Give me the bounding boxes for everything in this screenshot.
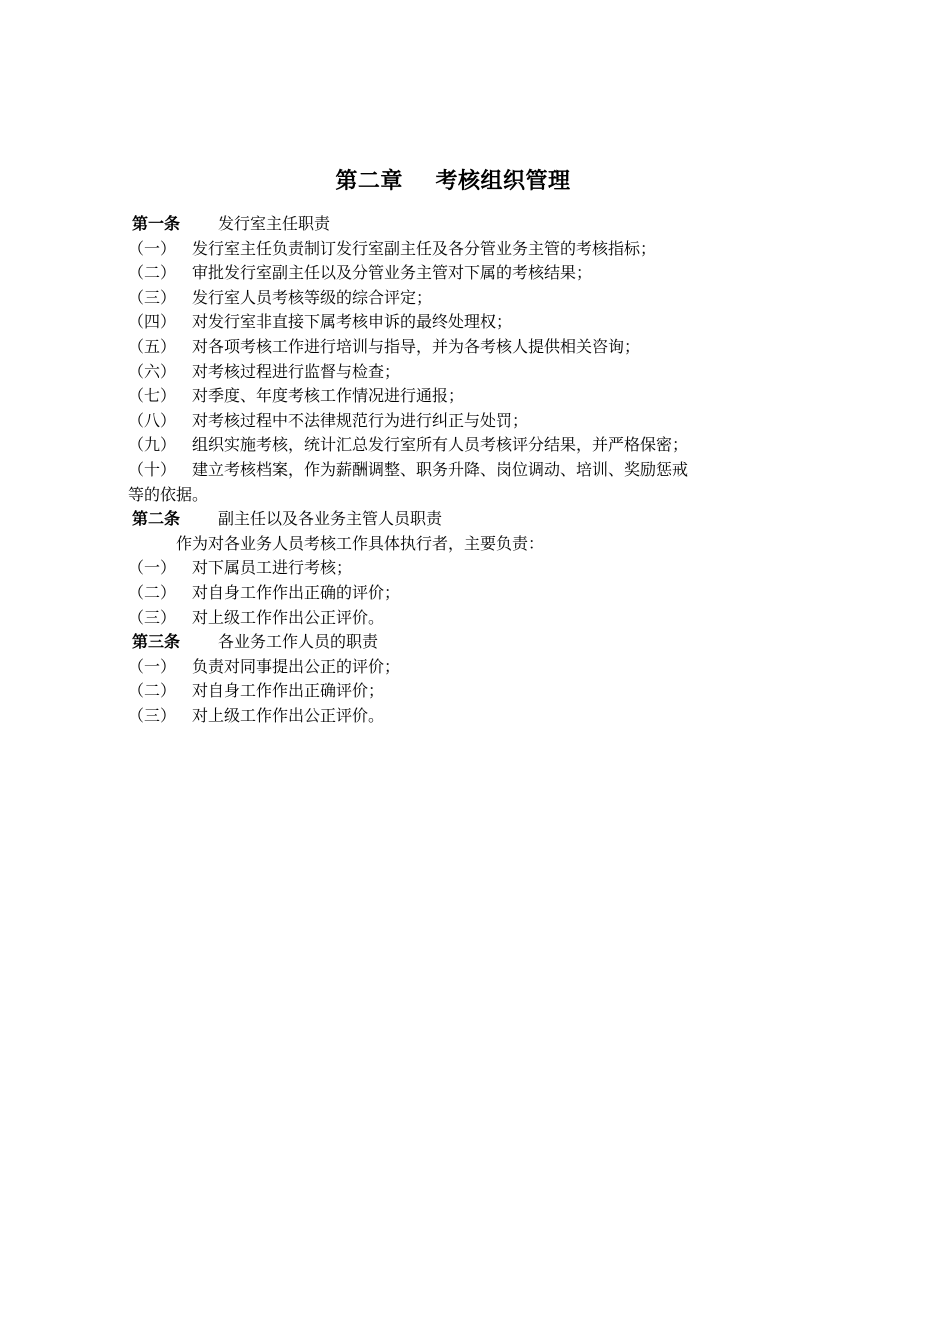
item-text: 对考核过程中不法律规范行为进行纠正与处罚； bbox=[192, 410, 529, 430]
item-continuation: 等的依据。 bbox=[128, 484, 209, 504]
item-text: 对上级工作作出公正评价。 bbox=[192, 705, 385, 725]
item-text: 审批发行室副主任以及分管业务主管对下属的考核结果； bbox=[192, 263, 593, 283]
list-item bbox=[128, 606, 808, 631]
list-item bbox=[128, 679, 808, 704]
item-text: 对发行室非直接下属考核申诉的最终处理权； bbox=[192, 312, 513, 332]
item-text: 建立考核档案，作为薪酬调整、职务升降、岗位调动、培训、奖励惩戒 bbox=[192, 459, 689, 479]
article-heading bbox=[128, 507, 808, 532]
list-item bbox=[128, 335, 808, 360]
item-text: 组织实施考核，统计汇总发行室所有人员考核评分结果，并严格保密； bbox=[192, 435, 689, 455]
article-heading bbox=[128, 630, 808, 655]
article-title: 发行室主任职责 bbox=[218, 214, 331, 233]
item-number: （一） bbox=[128, 558, 177, 578]
article-number: 第三条 bbox=[132, 632, 181, 652]
list-item bbox=[128, 581, 808, 606]
item-text: 对考核过程进行监督与检查； bbox=[192, 361, 401, 381]
list-item bbox=[128, 384, 808, 409]
item-text: 对自身工作作出正确的评价； bbox=[192, 582, 401, 602]
item-number: （七） bbox=[128, 386, 177, 406]
item-number: （四） bbox=[128, 312, 177, 332]
item-number: （三） bbox=[128, 607, 177, 627]
item-number: （一） bbox=[128, 238, 177, 258]
article-title: 各业务工作人员的职责 bbox=[218, 632, 379, 652]
list-item bbox=[128, 237, 808, 262]
list-item bbox=[128, 433, 808, 458]
item-text: 发行室人员考核等级的综合评定； bbox=[192, 287, 433, 307]
list-item bbox=[128, 655, 808, 680]
item-text: 对自身工作作出正确评价； bbox=[192, 681, 385, 701]
item-text: 对各项考核工作进行培训与指导，并为各考核人提供相关咨询； bbox=[192, 336, 641, 356]
list-item bbox=[128, 360, 808, 385]
item-number: （一） bbox=[128, 656, 177, 676]
item-number: （三） bbox=[128, 287, 177, 307]
item-number: （九） bbox=[128, 435, 177, 455]
article-number: 第二条 bbox=[132, 509, 181, 529]
item-number: （八） bbox=[128, 410, 177, 430]
item-number: （二） bbox=[128, 681, 177, 701]
item-number: （六） bbox=[128, 361, 177, 381]
list-item bbox=[128, 310, 808, 335]
item-number: （二） bbox=[128, 582, 177, 602]
article-number: 第一条 bbox=[132, 214, 181, 233]
item-text: 对季度、年度考核工作情况进行通报； bbox=[192, 386, 465, 406]
article-heading bbox=[128, 212, 808, 237]
article-intro: 作为对各业务人员考核工作具体执行者，主要负责： bbox=[176, 533, 545, 553]
item-text: 对上级工作作出公正评价。 bbox=[192, 607, 385, 627]
item-number: （十） bbox=[128, 459, 177, 479]
item-number: （三） bbox=[128, 705, 177, 725]
list-item bbox=[128, 286, 808, 311]
document-body bbox=[128, 212, 808, 728]
chapter-title: 第二章 考核组织管理 bbox=[335, 169, 571, 194]
item-number: （五） bbox=[128, 336, 177, 356]
list-item bbox=[128, 261, 808, 286]
list-item bbox=[128, 704, 808, 729]
article-title: 副主任以及各业务主管人员职责 bbox=[218, 509, 443, 529]
list-item bbox=[128, 409, 808, 434]
list-item bbox=[128, 458, 808, 483]
item-text: 发行室主任负责制订发行室副主任及各分管业务主管的考核指标； bbox=[192, 238, 657, 258]
item-text: 负责对同事提出公正的评价； bbox=[192, 656, 401, 676]
item-number: （二） bbox=[128, 263, 177, 283]
list-item bbox=[128, 556, 808, 581]
item-text: 对下属员工进行考核； bbox=[192, 558, 353, 578]
